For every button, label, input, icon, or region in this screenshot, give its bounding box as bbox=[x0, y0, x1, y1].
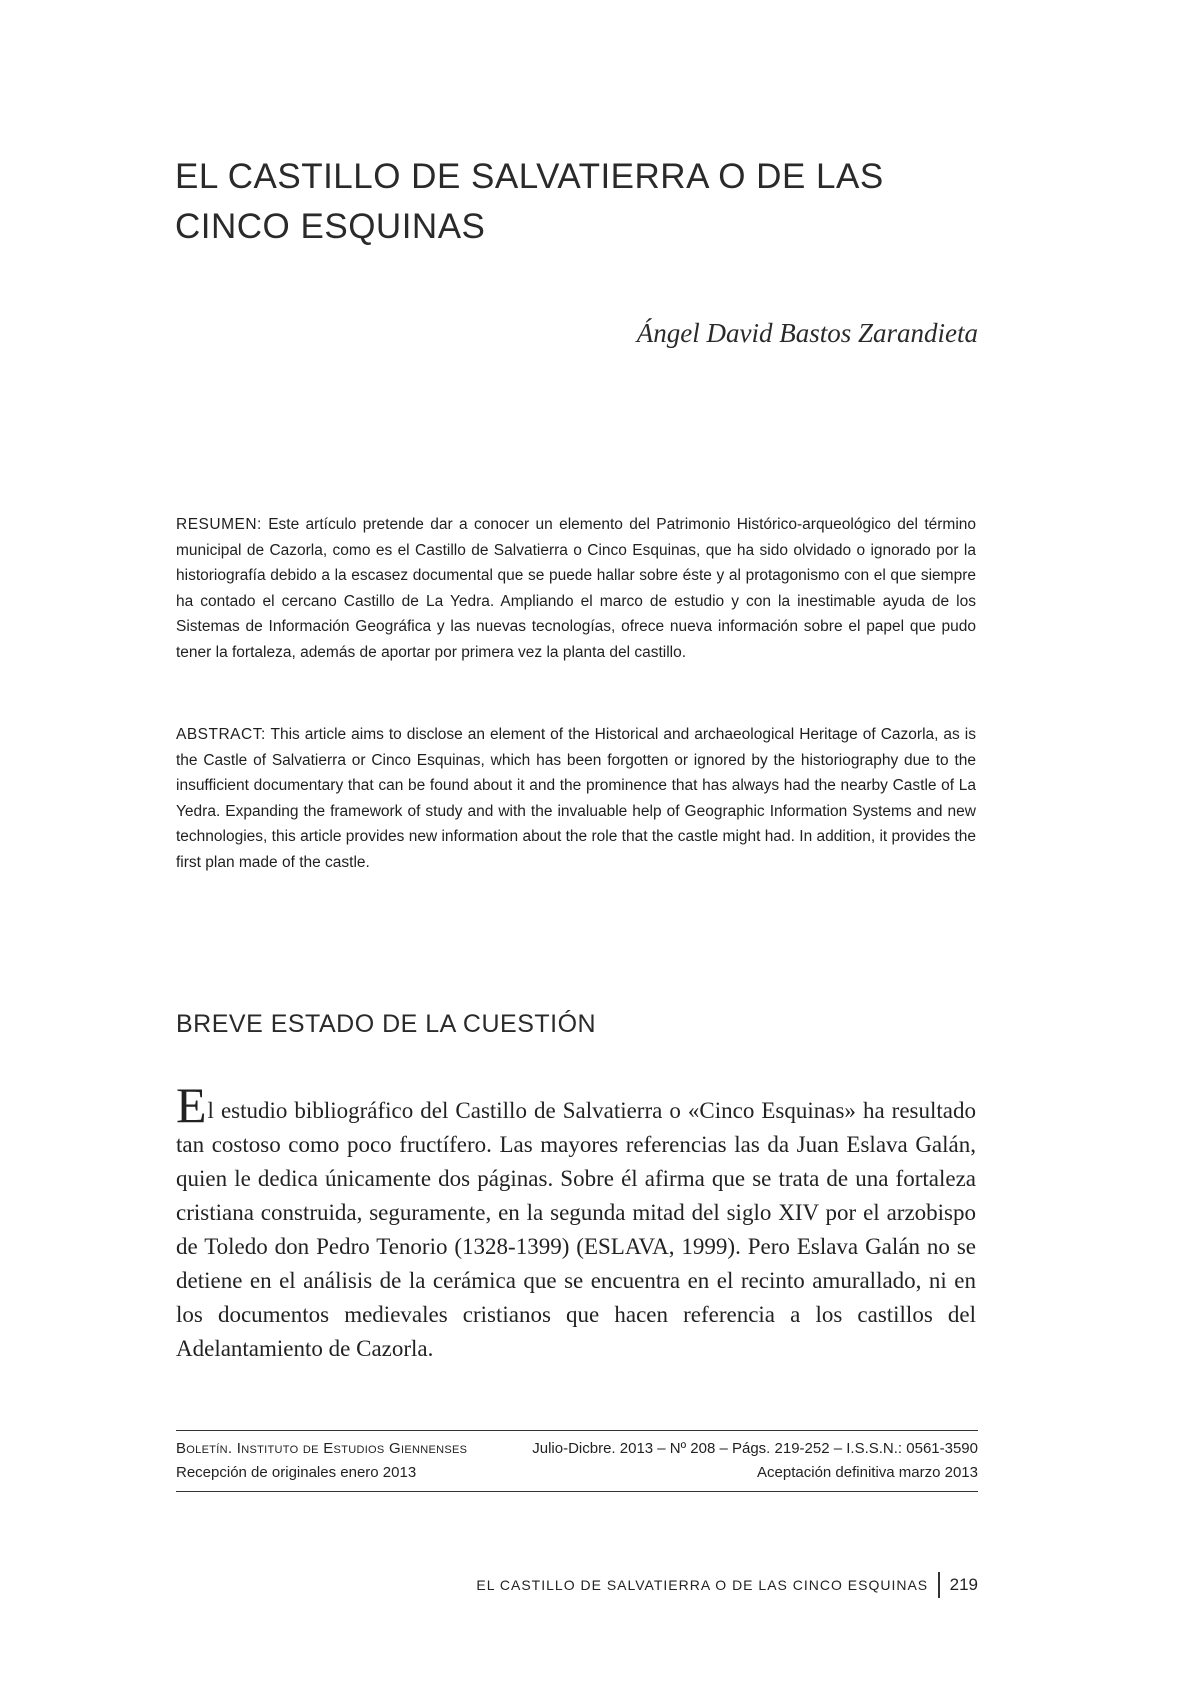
abstract-text: This article aims to disclose an element of the Historical and archaeological Heritage of Cazorla, as is the Castle of Salvatierra or Cinco Esquinas, which has been forgotten or ignored by the historiography due to the insufficient documentary that can be found about it and the prominence that has always had the nearby Castle of La Yedra. Expanding the framework of study and with the invaluable help of Geographic Information Systems and new technologies, this article provides new information about the role that the castle might had. In addition, it provides the first plan made of the castle. bbox=[176, 726, 976, 871]
running-head bbox=[476, 1572, 978, 1598]
publication-info-box bbox=[176, 1430, 978, 1492]
page-number: 219 bbox=[949, 1575, 978, 1594]
abstract-label: ABSTRACT: bbox=[176, 726, 266, 743]
section-heading: BREVE ESTADO DE LA CUESTIÓN bbox=[176, 1010, 597, 1038]
author-name: Ángel David Bastos Zarandieta bbox=[636, 318, 978, 348]
body-text: l estudio bibliográfico del Castillo de Salvatierra o «Cinco Esquinas» ha resultado tan costoso como poco fructífero. Las mayores referencias las da Juan Eslava Galán, quien le dedica únicamente dos páginas. Sobre él afirma que se trata de una fortaleza cristiana construida, seguramente, en la segunda mitad del siglo XIV por el arzobispo de Toledo don Pedro Tenorio (1328-1399) (ESLAVA, 1999). Pero Eslava Galán no se detiene en el análisis de la cerámica que se encuentra en el recinto amurallado, ni en los documentos medievales cristianos que hacen referencia a los castillos del Adelantamiento de Cazorla. bbox=[176, 1098, 976, 1361]
drop-cap: E bbox=[176, 1077, 207, 1133]
publication-info-row-2 bbox=[176, 1461, 978, 1485]
running-head-title: EL CASTILLO DE SALVATIERRA O DE LAS CINCO ESQUINAS bbox=[476, 1577, 929, 1593]
body-paragraph bbox=[176, 1077, 976, 1366]
reception-date: Recepción de originales enero 2013 bbox=[176, 1464, 417, 1481]
issue-info: Julio-Dicbre. 2013 – Nº 208 – Págs. 219-252 – I.S.S.N.: 0561-3590 bbox=[532, 1440, 978, 1457]
article-title bbox=[175, 152, 1015, 252]
article-title-line-1: EL CASTILLO DE SALVATIERRA O DE LAS bbox=[175, 157, 884, 196]
acceptance-date: Aceptación definitiva marzo 2013 bbox=[757, 1464, 978, 1481]
resumen-label: RESUMEN: bbox=[176, 516, 262, 533]
abstract-paragraph bbox=[176, 722, 976, 875]
journal-name: Boletín. Instituto de Estudios Giennenses bbox=[176, 1440, 468, 1457]
article-title-line-2: CINCO ESQUINAS bbox=[175, 207, 486, 246]
resumen-paragraph bbox=[176, 512, 976, 665]
resumen-text: Este artículo pretende dar a conocer un elemento del Patrimonio Histórico-arqueológico del término municipal de Cazorla, como es el Castillo de Salvatierra o Cinco Esquinas, que ha sido olvidado o ignorado por la historiografía debido a la escasez documental que se puede hallar sobre éste y al protagonismo con el que siempre ha contado el cercano Castillo de La Yedra. Ampliando el marco de estudio y con la inestimable ayuda de los Sistemas de Información Geográfica y las nuevas tecnologías, ofrece nueva información sobre el papel que pudo tener la fortaleza, además de aportar por primera vez la planta del castillo. bbox=[176, 516, 976, 661]
publication-info-row-1 bbox=[176, 1437, 978, 1461]
